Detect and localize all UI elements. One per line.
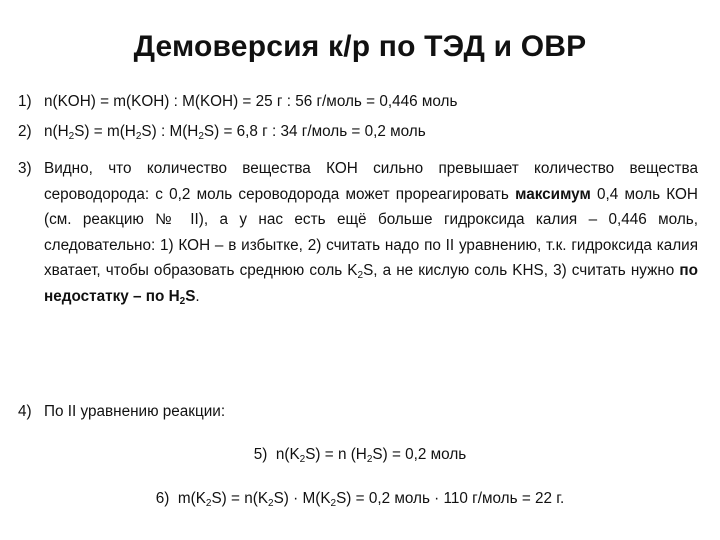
text-part: S) : M(H	[141, 123, 199, 140]
subscript: 2	[268, 498, 274, 509]
subscript: 2	[68, 131, 75, 142]
step-3	[18, 156, 698, 309]
step-text: По II уравнению реакции:	[44, 403, 226, 420]
text-part: S) = n(K	[211, 490, 269, 507]
step-number: 6)	[155, 490, 170, 507]
step-text	[44, 156, 698, 309]
text-part: S) · M(K	[273, 490, 331, 507]
subscript: 2	[299, 454, 306, 465]
text-part: .	[195, 287, 200, 305]
step-number: 4)	[18, 403, 32, 420]
subscript: 2	[366, 454, 373, 465]
emphasis: S	[185, 287, 196, 305]
step-number: 3)	[18, 160, 32, 177]
subscript: 2	[198, 131, 204, 142]
text-part: n(K	[275, 446, 300, 463]
subscript: 2	[330, 498, 337, 509]
step-text: n(KOH) = m(KOH) : M(KOH) = 25 г : 56 г/моль = 0,446 моль	[44, 93, 458, 110]
emphasis: по недостатку – по H	[44, 262, 698, 305]
text-part: S) = 0,2 моль	[372, 446, 467, 463]
subscript: 2	[205, 498, 212, 509]
slide-title: Демоверсия к/р по ТЭД и ОВР	[133, 30, 587, 63]
text-part: S) = 6,8 г : 34 г/моль = 0,2 моль	[203, 123, 426, 140]
text-part: S) = m(H	[74, 123, 136, 140]
step-5	[0, 445, 720, 464]
subscript: 2	[135, 131, 142, 142]
text-part: m(K	[177, 490, 206, 507]
text-part: n(H	[44, 123, 69, 140]
step-number: 1)	[18, 93, 32, 110]
text-part: S, а не кислую соль KHS, 3) считать нужно	[363, 262, 680, 279]
step-6	[0, 489, 720, 508]
text-part: Видно, что количество вещества КОН сильно превышает количество вещества сероводорода: с 0,2 моль сероводорода может прореагировать	[44, 160, 698, 203]
subscript: 2	[179, 295, 186, 307]
step-number: 5)	[253, 446, 268, 463]
subscript: 2	[357, 270, 364, 281]
emphasis: максимум	[515, 185, 591, 203]
text-part: S) = n (H	[305, 446, 367, 463]
step-1	[18, 92, 457, 111]
step-2	[18, 122, 426, 141]
step-4	[18, 402, 225, 421]
step-number: 2)	[18, 123, 32, 140]
text-part: S) = 0,2 моль · 110 г/моль = 22 г.	[336, 490, 565, 507]
text-part: 0,4 моль КОН (см. реакцию № II), а у нас есть ещё больше гидроксида калия – 0,446 моль, следовательно: 1) КОН – в избытке, 2) считать надо по II уравнению, т.к. гидроксида калия хватает, чтобы образовать среднюю соль K	[44, 185, 698, 279]
